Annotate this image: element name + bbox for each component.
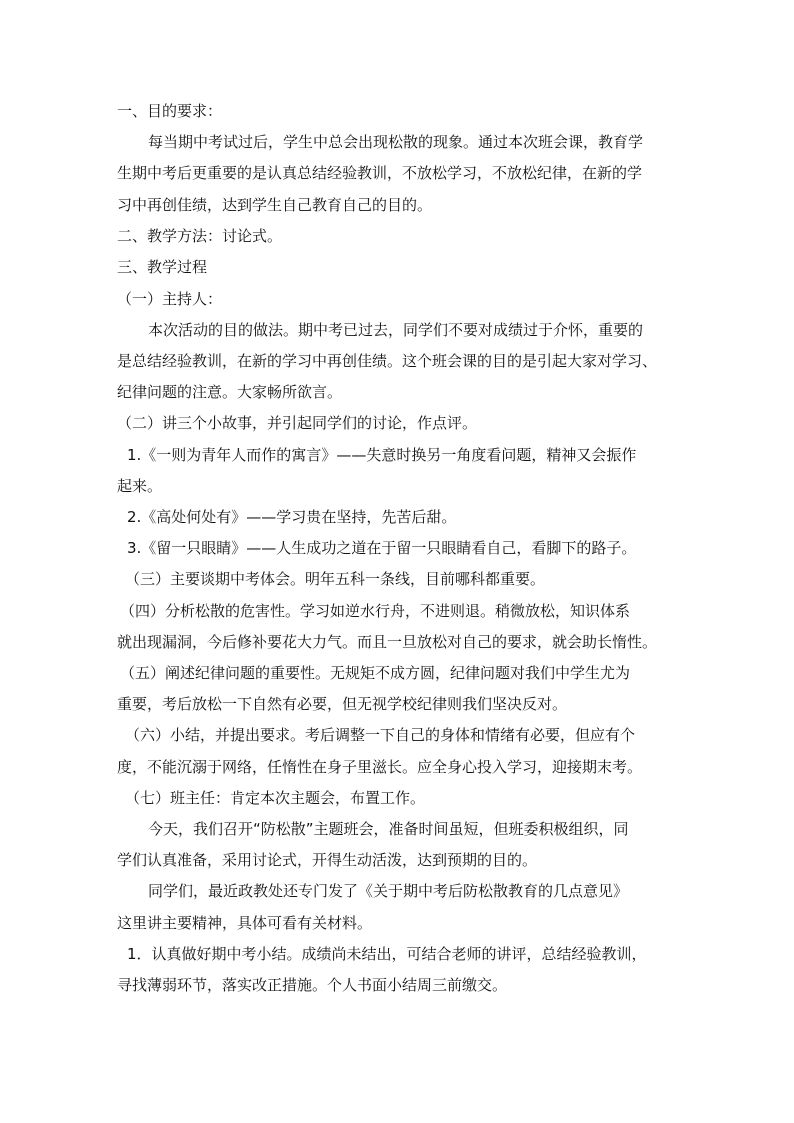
section-harm: （四）分析松散的危害性。学习如逆水行舟，不进则退。稍微放松，知识体系: [120, 602, 631, 620]
section-experience: （三）主要谈期中考体会。明年五科一条线，目前哪科都重要。: [125, 570, 546, 588]
heading-process: 三、教学过程: [117, 258, 208, 276]
section-stories: （二）讲三个小故事，并引起同学们的讨论，作点评。: [117, 414, 478, 432]
story-item: 2.《高处何处有》——学习贵在坚持，先苦后甜。: [127, 508, 457, 526]
paragraph-line: 纪律问题的注意。大家畅所欲言。: [117, 383, 343, 401]
paragraph-line: 生期中考后更重要的是认真总结经验教训，不放松学习，不放松纪律，在新的学: [117, 164, 643, 182]
story-item-cont: 起来。: [117, 477, 163, 495]
section-host: （一）主持人：: [117, 290, 223, 308]
paragraph-line: 这里讲主要精神，具体可看有关材料。: [117, 914, 373, 932]
section-summary: （六）小结，并提出要求。考后调整一下自己的身体和情绪有必要，但应有个: [125, 726, 636, 744]
paragraph-line: 重要，考后放松一下自然有必要，但无视学校纪律则我们坚决反对。: [117, 695, 568, 713]
task-item-cont: 寻找薄弱环节，落实改正措施。个人书面小结周三前缴交。: [117, 976, 508, 994]
story-item: 1.《一则为青年人而作的寓言》——失意时换另一角度看问题，精神又会振作: [127, 446, 637, 464]
paragraph-line: 习中再创佳绩，达到学生自己教育自己的目的。: [117, 196, 433, 214]
paragraph-line: 今天，我们召开“防松散”主题班会，准备时间虽短，但班委积极组织，同: [148, 820, 629, 838]
heading-objectives: 一、目的要求：: [117, 102, 223, 120]
task-item: 1．认真做好期中考小结。成绩尚未结出，可结合老师的讲评，总结经验教训，: [127, 945, 647, 963]
story-item: 3.《留一只眼睛》——人生成功之道在于留一只眼睛看自己，看脚下的路子。: [127, 539, 637, 557]
section-discipline: （五）阐述纪律问题的重要性。无规矩不成方圆，纪律问题对我们中学生尤为: [120, 664, 631, 682]
paragraph-line: 是总结经验教训，在新的学习中再创佳绩。这个班会课的目的是引起大家对学习、: [117, 352, 658, 370]
paragraph-line: 学们认真准备，采用讨论式，开得生动活泼，达到预期的目的。: [117, 851, 538, 869]
paragraph-line: 每当期中考试过后，学生中总会出现松散的现象。通过本次班会课，教育学: [148, 133, 644, 151]
paragraph-line: 度，不能沉溺于网络，任惰性在身子里滋长。应全身心投入学习，迎接期末考。: [117, 758, 643, 776]
section-teacher: （七）班主任：肯定本次主题会，布置工作。: [125, 789, 426, 807]
paragraph-line: 就出现漏洞，今后修补要花大力气。而且一旦放松对自己的要求，就会助长惰性。: [117, 633, 658, 651]
heading-method: 二、教学方法：讨论式。: [117, 227, 283, 245]
paragraph-line: 同学们，最近政教处还专门发了《关于期中考后防松散教育的几点意见》: [148, 882, 629, 900]
paragraph-line: 本次活动的目的做法。期中考已过去，同学们不要对成绩过于介怀，重要的: [148, 321, 644, 339]
